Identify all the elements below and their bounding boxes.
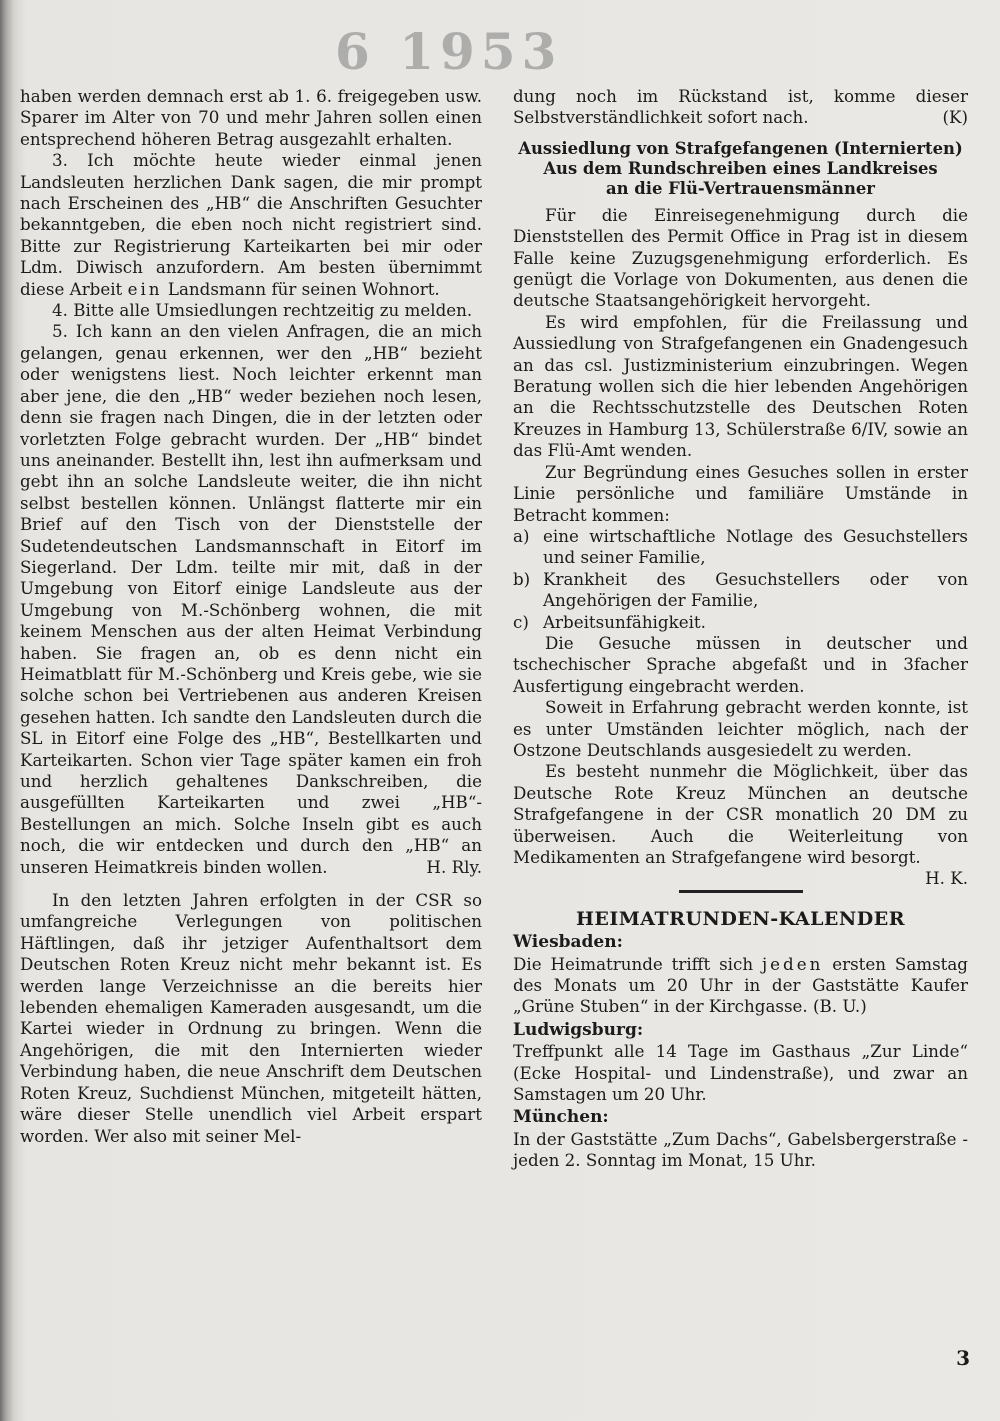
list-label: a) <box>513 525 530 546</box>
page-number: 3 <box>956 1346 970 1370</box>
paragraph-text: Es besteht nunmehr die Möglichkeit, über das Deutsche Rote Kreuz München an deutsche Strafgefangene in der CSR monatlich 20 DM zu überweisen. Auch die Weiterleitung von Medikamenten an Strafgefangene wird besorgt. <box>513 761 968 867</box>
paragraph <box>20 150 482 300</box>
paragraph <box>20 321 482 878</box>
list-item <box>513 569 968 612</box>
date-stamp: 6 1953 <box>335 22 563 81</box>
list-text: Arbeitsunfähigkeit. <box>543 611 706 632</box>
paragraph <box>513 761 968 889</box>
paragraph: In den letzten Jahren erfolgten in der CSR so umfangreiche Verlegungen von politischen Häftlingen, daß ihr jetziger Aufenthaltsort dem Deutschen Roten Kreuz nicht mehr bekannt ist. Es werden lange Verzeichnisse an die bereits hier lebenden ehemaligen Kameraden ausgesandt, um die Kartei wieder in Ordnung zu bringen. Wenn die Angehörigen, die mit den Internierten wieder Verbindung haben, die neue Anschrift dem Deutschen Roten Kreuz, Suchdienst München, mitgeteilt hätten, wäre dieser Stelle unendlich viel Arbeit erspart worden. Wer also mit seiner Mel- <box>20 890 482 1146</box>
paragraph: haben werden demnach erst ab 1. 6. freigegeben usw. Sparer im Alter von 70 und mehr Jahren sollen einen entsprechend höheren Betrag ausgezahlt erhalten. <box>20 86 482 149</box>
entry-text: Die Heimatrunde trifft sich <box>513 953 754 974</box>
heading-line: Aussiedlung von Strafgefangenen (Internierten) <box>518 138 963 158</box>
list-item <box>513 526 968 569</box>
entry-text: ersten Samstag des Monats um 20 Uhr in der Gaststätte Kaufer „Grüne Stuben“ in der Kirchgasse. (B. U.) <box>513 953 968 1017</box>
calendar-entry <box>513 954 968 1018</box>
spaced-word: ein <box>127 278 163 299</box>
list-item <box>513 612 968 633</box>
paragraph-text: 5. Ich kann an den vielen Anfragen, die an mich gelangen, genau erkennen, wer den „HB“ bezieht oder wenigstens liest. Noch leichter erkennt man aber jene, die den „HB“ weder beziehen noch lesen, denn sie fragen nach Dingen, die in der letzten oder vorletzten Folge gebracht wurden. Der „HB“ bindet uns aneinander. Bestellt ihn, lest ihn aufmerksam und gebt ihn an solche Landsleute weiter, die ihn nicht selbst bestellen können. Unlängst flatterte mir ein Brief auf den Tisch von der Dienststelle der Sudetendeutschen Landsmannschaft in Eitorf im Siegerland. Der Ldm. teilte mir mit, daß in der Umgebung von Eitorf einige Landsleute aus der Umgebung von M.-Schönberg wohnen, die mit keinem Menschen aus der alten Heimat Verbindung haben. Sie fragen an, ob es denn nicht ein Heimatblatt für M.-Schönberg und Kreis gebe, wie sie solche schon bei Vertriebenen aus anderen Kreisen gesehen hatten. Ich sandte den Landsleuten durch die SL in Eitorf eine Folge des „HB“, Bestellkarten und Karteikarten. Schon vier Tage später kamen ein froh und herzlich gehaltenes Dankschreiben, die ausgefüllten Karteikarten und zwei „HB“-Bestellungen an mich. Solche Inseln gibt es auch noch, die wir entdecken und durch den „HB“ an unseren Heimatkreis binden wollen. <box>20 321 482 877</box>
paragraph: Zur Begründung eines Gesuches sollen in erster Linie persönliche und familiäre Umstände in Betracht kommen: <box>513 461 968 525</box>
section-divider <box>679 890 803 893</box>
paragraph <box>513 86 968 129</box>
right-column <box>513 86 968 1172</box>
paragraph-text: dung noch im Rückstand ist, komme dieser Selbstverständlichkeit sofort nach. <box>513 86 968 128</box>
signature: H. K. <box>925 868 968 889</box>
heading-line: an die Flü-Vertrauensmänner <box>606 178 875 198</box>
calendar-entry: Treffpunkt alle 14 Tage im Gasthaus „Zur Linde“ (Ecke Hospital- und Lindenstraße), und zwar an Samstagen um 20 Uhr. <box>513 1041 968 1105</box>
signature: (K) <box>942 107 968 128</box>
list-text: Krankheit des Gesuchstellers oder von Angehörigen der Familie, <box>543 568 968 611</box>
paragraph-text: Landsmann für seinen Wohnort. <box>167 278 440 299</box>
list-label: c) <box>513 611 529 632</box>
paragraph: Soweit in Erfahrung gebracht werden konnte, ist es unter Umständen leichter möglich, nach der Ostzone Deutschlands ausgesiedelt zu werden. <box>513 697 968 760</box>
conditions-list <box>513 526 968 633</box>
calendar-title: HEIMATRUNDEN-KALENDER <box>575 907 906 930</box>
signature: H. Rly. <box>426 856 482 877</box>
article-heading <box>513 139 968 199</box>
paragraph: Für die Einreisegenehmigung durch die Dienststellen des Permit Office in Prag ist in diesem Falle keine Zuzugsgenehmigung erforderlich. Es genügt die Vorlage von Dokumenten, aus denen die deutsche Staatsangehörigkeit hervorgeht. <box>513 204 968 311</box>
left-column <box>20 86 482 1147</box>
list-text: eine wirtschaftliche Notlage des Gesuchstellers und seiner Familie, <box>543 525 968 568</box>
calendar-section <box>513 909 968 1172</box>
paragraph: Es wird empfohlen, für die Freilassung und Aussiedlung von Strafgefangenen ein Gnadengesuch an das csl. Justizministerium einzubringen. Wegen Beratung wollen sich die hier lebenden Angehörigen an die Rechtsschutzstelle des Deutschen Roten Kreuzes in Hamburg 13, Schülerstraße 6/IV, sowie an das Flü-Amt wenden. <box>513 311 968 461</box>
calendar-entry: In der Gaststätte „Zum Dachs“, Gabelsbergerstraße - jeden 2. Sonntag im Monat, 15 Uhr. <box>513 1128 968 1171</box>
paragraph-text: 3. Ich möchte heute wieder einmal jenen Landsleuten herzlichen Dank sagen, die mir prompt nach Erscheinen des „HB“ die Anschriften Gesuchter bekanntgeben, die eben noch nicht registriert sind. Bitte zur Registrierung Karteikarten bei mir oder Ldm. Diwisch anzufordern. Am besten übernimmt diese Arbeit <box>20 150 482 299</box>
list-label: b) <box>513 568 531 589</box>
calendar-city: Ludwigsburg: <box>513 1019 644 1040</box>
calendar-city: Wiesbaden: <box>513 932 623 953</box>
paragraph: 4. Bitte alle Umsiedlungen rechtzeitig zu melden. <box>52 300 473 321</box>
calendar-city: München: <box>513 1107 609 1128</box>
spaced-word: jeden <box>762 953 824 974</box>
heading-line: Aus dem Rundschreiben eines Landkreises <box>543 158 938 178</box>
paragraph: Die Gesuche müssen in deutscher und tschechischer Sprache abgefaßt und in 3facher Ausfertigung eingebracht werden. <box>513 632 968 696</box>
